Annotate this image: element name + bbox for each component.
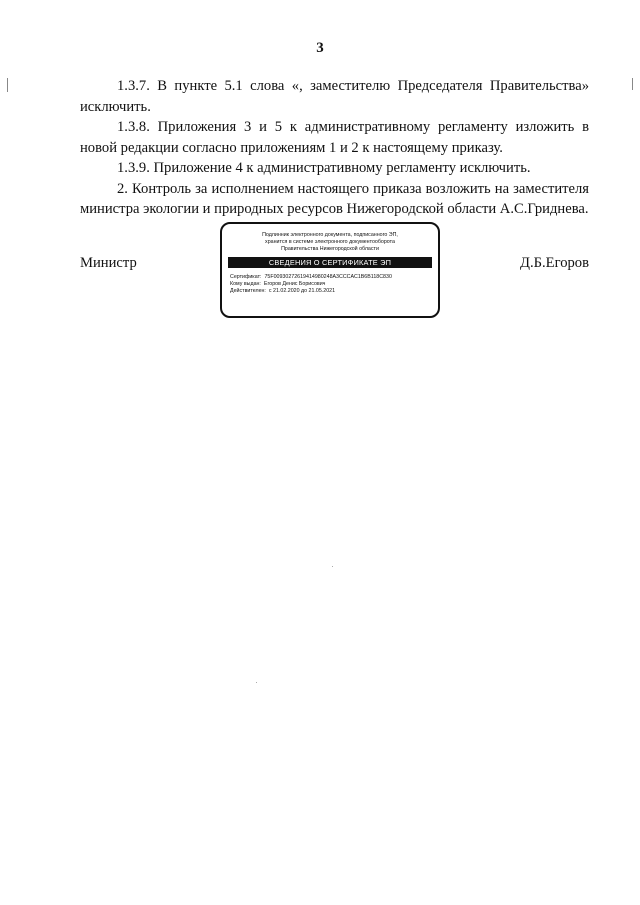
stamp-note-line: Подлинник электронного документа, подписанного ЭП, bbox=[262, 232, 398, 238]
issued-to-row bbox=[230, 281, 430, 288]
issued-to-label: Кому выдан: bbox=[230, 281, 261, 287]
certificate-value: 75F00930272619414980248A3CCCAC1B6B118C830 bbox=[264, 274, 392, 280]
signer-name: Д.Б.Егоров bbox=[520, 255, 589, 271]
signer-position: Министр bbox=[80, 255, 137, 271]
electronic-signature-stamp bbox=[220, 222, 440, 318]
scan-speck bbox=[256, 682, 257, 683]
certificate-details bbox=[230, 274, 430, 295]
valid-value: с 21.02.2020 до 21.05.2021 bbox=[268, 288, 336, 294]
certificate-row bbox=[230, 274, 430, 281]
paragraph-1-3-7: 1.3.7. В пункте 5.1 слова «, заместителю Председателя Правительства» исключить. bbox=[80, 78, 589, 115]
certificate-label: Сертификат: bbox=[230, 274, 262, 280]
scan-edge-mark bbox=[7, 78, 8, 92]
stamp-note-line: хранится в системе электронного документооборота bbox=[265, 239, 395, 245]
stamp-note-line: Правительства Нижегородской области bbox=[281, 246, 379, 252]
document-body bbox=[80, 76, 589, 220]
valid-row bbox=[230, 288, 430, 295]
stamp-banner: СВЕДЕНИЯ О СЕРТИФИКАТЕ ЭП bbox=[228, 257, 432, 268]
scan-speck bbox=[332, 566, 333, 567]
stamp-note bbox=[228, 232, 432, 253]
page-number: 3 bbox=[316, 40, 324, 56]
paragraph-1-3-9: 1.3.9. Приложение 4 к административному регламенту исключить. bbox=[117, 160, 531, 176]
valid-label: Действителен: bbox=[230, 288, 266, 294]
scan-edge-mark bbox=[632, 78, 633, 90]
paragraph-1-3-8: 1.3.8. Приложения 3 и 5 к административному регламенту изложить в новой редакции согласно приложениям 1 и 2 к настоящему приказу. bbox=[80, 119, 589, 156]
issued-to-value: Егоров Денис Борисович bbox=[263, 281, 326, 287]
paragraph-2: 2. Контроль за исполнением настоящего приказа возложить на заместителя министра экологии и природных ресурсов Нижегородской области А.С.Гриднева. bbox=[80, 180, 589, 217]
